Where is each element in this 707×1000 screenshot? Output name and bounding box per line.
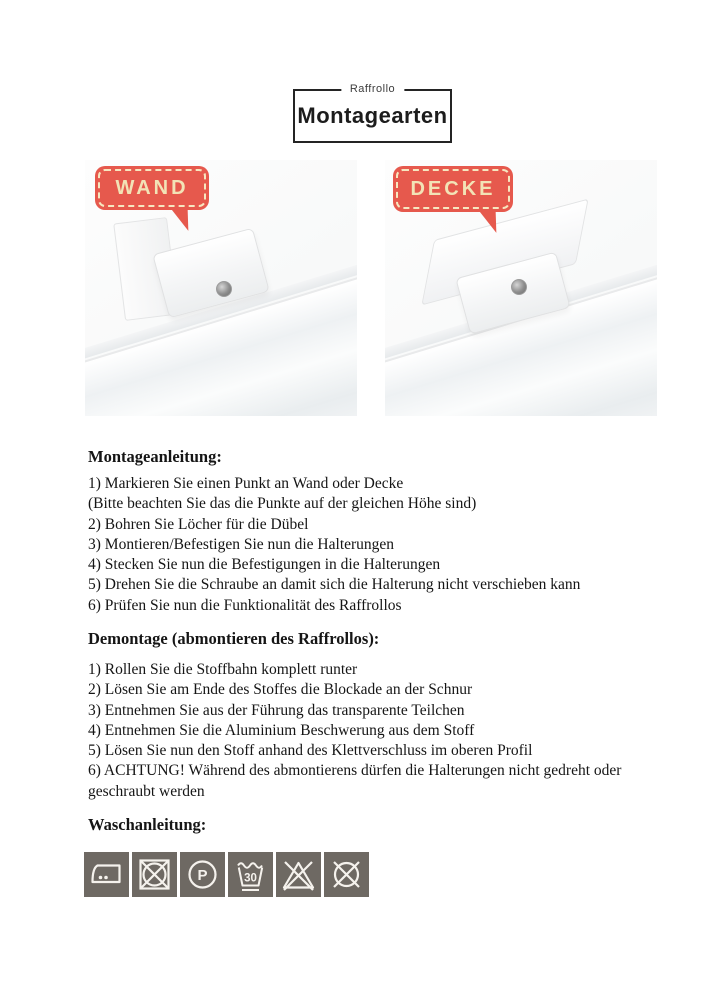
demontage-step: 4) Entnehmen Sie die Aluminium Beschwerung aus dem Stoff (88, 721, 475, 739)
demontage-step: 2) Lösen Sie am Ende des Stoffes die Blockade an der Schnur (88, 681, 473, 699)
wash-temperature-label: 30 (244, 872, 257, 885)
ceiling-mount-photo (385, 160, 657, 416)
wash-30-gentle-icon (228, 852, 273, 897)
care-symbols-row (84, 852, 369, 897)
brand-name: Raffrollo (341, 83, 404, 95)
demontage-step: 3) Entnehmen Sie aus der Führung das transparente Teilchen (88, 701, 465, 719)
demontage-step: 1) Rollen Sie die Stoffbahn komplett runter (88, 661, 358, 678)
care-symbol-wash-30 (228, 852, 273, 897)
do-not-tumble-dry-icon (132, 852, 177, 897)
care-symbol-professional-clean (180, 852, 225, 897)
wall-mount-photo (85, 160, 357, 416)
demontage-steps (88, 660, 678, 802)
montage-step: 6) Prüfen Sie nun die Funktionalität des Raffrollos (88, 596, 402, 614)
decke-label-bubble (393, 166, 513, 212)
wasch-section-heading: Waschanleitung: (88, 815, 207, 834)
montage-step: 2) Bohren Sie Löcher für die Dübel (88, 515, 309, 533)
wand-label: WAND (115, 176, 189, 199)
do-not-dry-clean-icon (324, 852, 369, 897)
montage-section-heading: Montageanleitung: (88, 447, 222, 466)
care-symbol-no-dry-clean (324, 852, 369, 897)
demontage-section-heading: Demontage (abmontieren des Raffrollos): (88, 629, 380, 648)
care-symbol-iron (84, 852, 129, 897)
dry-clean-p-letter: P (197, 867, 208, 884)
montage-step: 1) Markieren Sie einen Punkt an Wand oder Decke (88, 475, 404, 492)
care-symbol-no-bleach (276, 852, 321, 897)
do-not-bleach-icon (276, 852, 321, 897)
wand-label-bubble (95, 166, 209, 210)
montage-step: 3) Montieren/Befestigen Sie nun die Halterungen (88, 535, 395, 553)
montage-step: 4) Stecken Sie nun die Befestigungen in die Halterungen (88, 556, 441, 574)
montage-step-note: (Bitte beachten Sie das die Punkte auf der gleichen Höhe sind) (88, 495, 477, 513)
demontage-step-warning: 6) ACHTUNG! Während des abmontierens dürfen die Halterungen nicht gedreht oder geschraubt werden (88, 762, 622, 800)
montage-steps (88, 474, 678, 616)
decke-label: DECKE (410, 177, 496, 200)
care-symbol-no-tumble-dry (132, 852, 177, 897)
brand-logo (293, 83, 452, 143)
bracket-screw-image (216, 281, 232, 297)
bracket-screw-image (511, 279, 527, 295)
dry-clean-p-icon (180, 852, 225, 897)
demontage-step: 5) Lösen Sie nun den Stoff anhand des Klettverschluss im oberen Profil (88, 742, 533, 760)
montage-step: 5) Drehen Sie die Schraube an damit sich die Halterung nicht verschieben kann (88, 576, 581, 594)
iron-medium-icon (84, 852, 129, 897)
page-title: Montagearten (297, 103, 448, 128)
